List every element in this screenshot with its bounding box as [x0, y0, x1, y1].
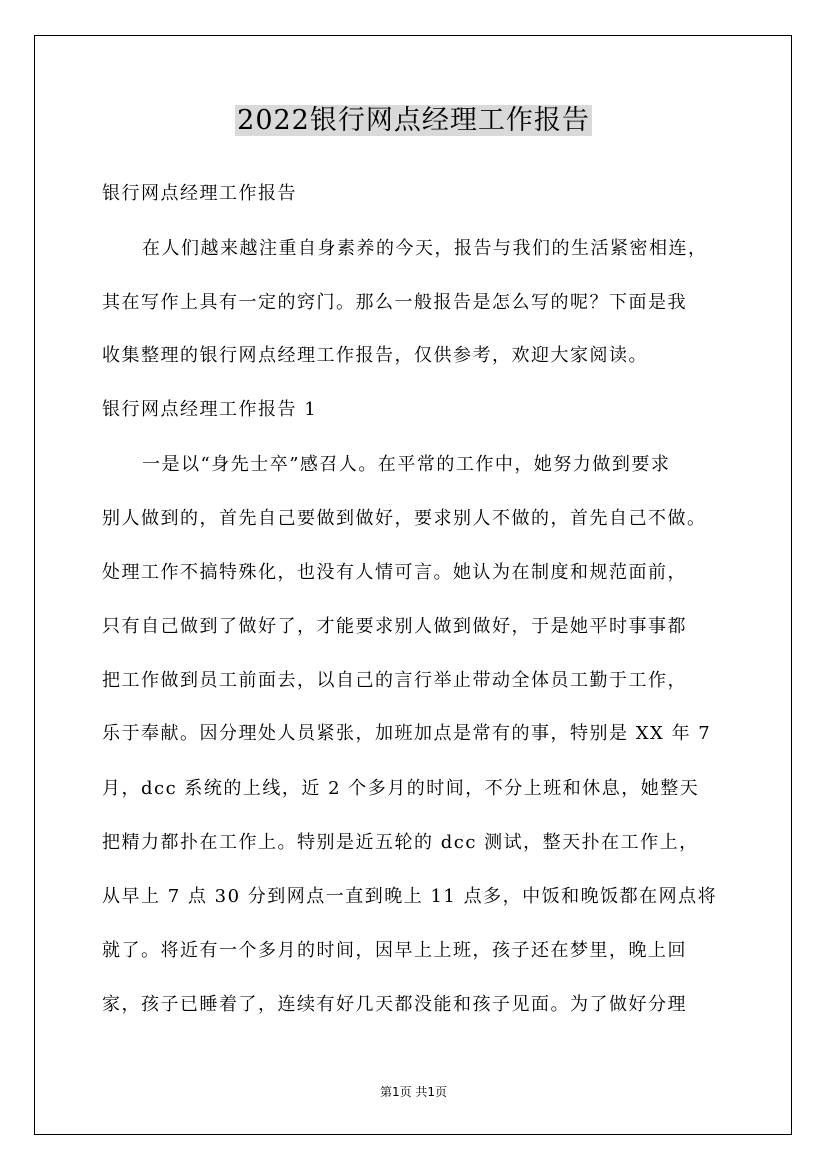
intro-line: 收集整理的银行网点经理工作报告，仅供参考，欢迎大家阅读。: [102, 345, 648, 366]
body-line: 月，dcc 系统的上线，近 2 个多月的时间，不分上班和休息，她整天: [102, 778, 700, 799]
section-heading: 银行网点经理工作报告 1: [102, 399, 318, 420]
subtitle: 银行网点经理工作报告: [102, 183, 297, 204]
body-line: 乐于奉献。因分理处人员紧张，加班加点是常有的事，特别是 XX 年 7: [102, 723, 712, 744]
intro-line: 在人们越来越注重自身素养的今天，报告与我们的生活紧密相连，: [142, 238, 708, 259]
document-title-wrap: [0, 100, 827, 142]
body-line: 别人做到的，首先自己要做到做好，要求别人不做的，首先自己不做。: [102, 508, 707, 529]
body-line: 把工作做到员工前面去，以自己的言行举止带动全体员工勤于工作，: [102, 670, 687, 691]
document-title: 2022银行网点经理工作报告: [237, 105, 590, 136]
body-line: 把精力都扑在工作上。特别是近五轮的 dcc 测试，整天扑在工作上，: [102, 832, 699, 853]
body-line: 处理工作不搞特殊化，也没有人情可言。她认为在制度和规范面前，: [102, 562, 687, 583]
body-line: 一是以“身先士卒”感召人。在平常的工作中，她努力做到要求: [142, 454, 671, 475]
body-line: 家，孩子已睡着了，连续有好几天都没能和孩子见面。为了做好分理: [102, 994, 687, 1015]
body-line: 只有自己做到了做好了，才能要求别人做到做好，于是她平时事事都: [102, 616, 687, 637]
body-line: 从早上 7 点 30 分到网点一直到晚上 11 点多，中饭和晚饭都在网点将: [102, 886, 718, 907]
body-line: 就了。将近有一个多月的时间，因早上上班，孩子还在梦里，晚上回: [102, 940, 687, 961]
page-footer: 第1页 共1页: [379, 1085, 448, 1099]
intro-line: 其在写作上具有一定的窍门。那么一般报告是怎么写的呢？下面是我: [102, 292, 687, 313]
